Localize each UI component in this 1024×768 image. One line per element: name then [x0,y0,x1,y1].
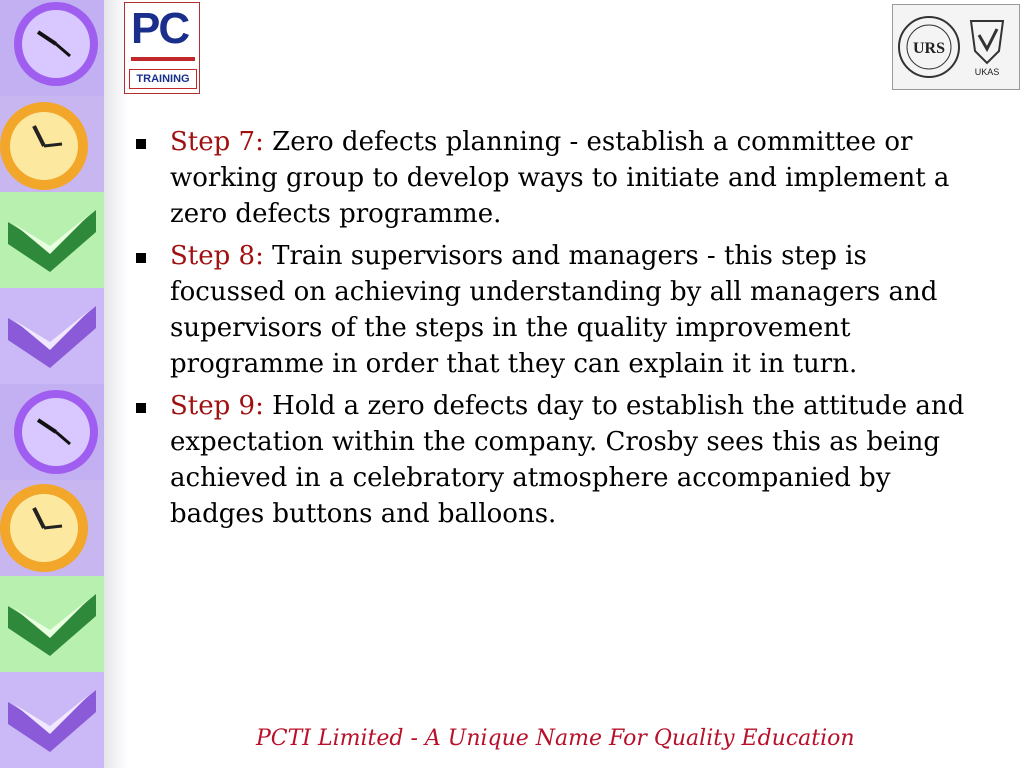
certification-logo [892,4,1020,90]
bullet-item [130,124,990,232]
book-image [0,192,104,288]
book-image [0,288,104,384]
bullet-marker [130,238,170,263]
clock-image [0,384,104,480]
logo-bar [131,57,195,61]
logo-text: PC [131,4,189,53]
bullet-item [130,388,990,532]
decorative-image-strip [0,0,128,768]
cert-left-text: URS [912,40,946,57]
cert-right-text: UKAS [974,67,1000,77]
bullet-item [130,238,990,382]
book-image [0,672,104,768]
step-label: Step 8: [170,241,264,271]
pc-training-logo [124,2,200,94]
logo-sub: TRAINING [129,69,197,89]
step-text: Hold a zero defects day to establish the attitude and expectation within the company. Crosby sees this as being achieved in a celebratory atmosphere accompanied by badges buttons and balloons. [170,391,965,529]
bullet-list [130,124,990,538]
strip-shadow [104,0,128,768]
clock-image [0,96,104,192]
step-text: Zero defects planning - establish a committee or working group to develop ways to initiate and implement a zero defects programme. [170,127,950,229]
step-label: Step 9: [170,391,264,421]
bullet-marker [130,124,170,149]
step-text: Train supervisors and managers - this step is focussed on achieving understanding by all managers and supervisors of the steps in the quality improvement programme in order that they can explain it in turn. [170,241,938,379]
book-image [0,576,104,672]
bullet-marker [130,388,170,413]
clock-image [0,0,104,96]
step-label: Step 7: [170,127,264,157]
footer-tagline: PCTI Limited - A Unique Name For Quality Education [256,726,855,751]
clock-image [0,480,104,576]
